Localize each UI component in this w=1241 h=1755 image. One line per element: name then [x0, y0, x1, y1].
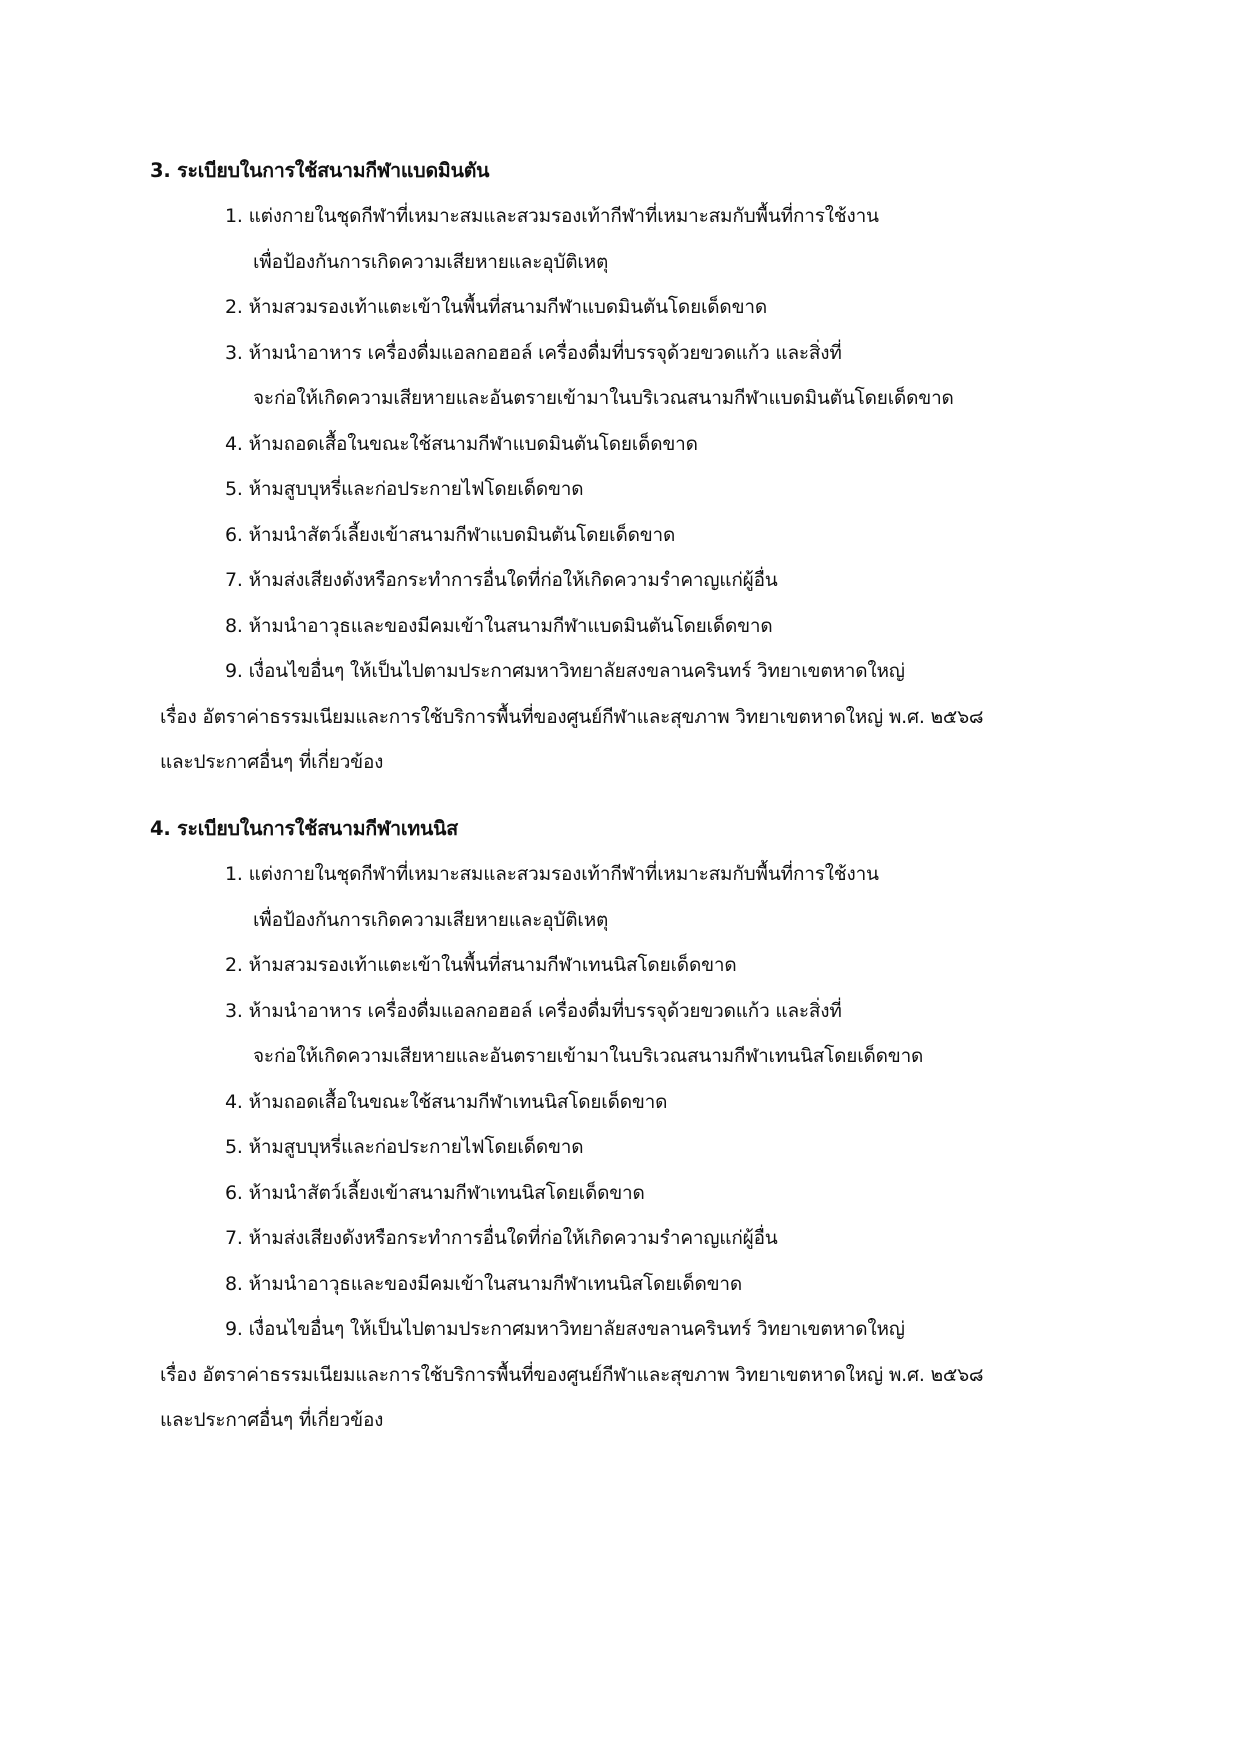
- rule-item-continuation: จะก่อให้เกิดความเสียหายและอันตรายเข้ามาในบริเวณสนามกีฬาเทนนิสโดยเด็ดขาด: [253, 1045, 924, 1067]
- rule-item: 8. ห้ามนำอาวุธและของมีคมเข้าในสนามกีฬาเทนนิสโดยเด็ดขาด: [225, 1273, 743, 1295]
- rule-item-continuation: และประกาศอื่นๆ ที่เกี่ยวข้อง: [160, 1409, 384, 1431]
- rule-item: 1. แต่งกายในชุดกีฬาที่เหมาะสมและสวมรองเท้ากีฬาที่เหมาะสมกับพื้นที่การใช้งาน: [225, 863, 879, 885]
- rule-item: 9. เงื่อนไขอื่นๆ ให้เป็นไปตามประกาศมหาวิทยาลัยสงขลานครินทร์ วิทยาเขตหาดใหญ่: [225, 660, 905, 682]
- rule-item-continuation: เรื่อง อัตราค่าธรรมเนียมและการใช้บริการพื้นที่ของศูนย์กีฬาและสุขภาพ วิทยาเขตหาดใหญ่ พ.ศ. ๒๕๖๘: [160, 706, 984, 728]
- rule-item: 9. เงื่อนไขอื่นๆ ให้เป็นไปตามประกาศมหาวิทยาลัยสงขลานครินทร์ วิทยาเขตหาดใหญ่: [225, 1318, 905, 1340]
- rule-item: 7. ห้ามส่งเสียงดังหรือกระทำการอื่นใดที่ก่อให้เกิดความรำคาญแก่ผู้อื่น: [225, 1227, 778, 1249]
- rule-item-continuation: จะก่อให้เกิดความเสียหายและอันตรายเข้ามาในบริเวณสนามกีฬาแบดมินตันโดยเด็ดขาด: [253, 387, 954, 409]
- rule-item: 5. ห้ามสูบบุหรี่และก่อประกายไฟโดยเด็ดขาด: [225, 1136, 584, 1158]
- rule-item-continuation: เพื่อป้องกันการเกิดความเสียหายและอุบัติเหตุ: [253, 909, 609, 931]
- rule-item: 6. ห้ามนำสัตว์เลี้ยงเข้าสนามกีฬาแบดมินตันโดยเด็ดขาด: [225, 524, 676, 546]
- rule-item: 8. ห้ามนำอาวุธและของมีคมเข้าในสนามกีฬาแบดมินตันโดยเด็ดขาด: [225, 615, 773, 637]
- rule-item: 3. ห้ามนำอาหาร เครื่องดื่มแอลกอฮอล์ เครื่องดื่มที่บรรจุด้วยขวดแก้ว และสิ่งที่: [225, 1000, 842, 1022]
- rule-item: 3. ห้ามนำอาหาร เครื่องดื่มแอลกอฮอล์ เครื่องดื่มที่บรรจุด้วยขวดแก้ว และสิ่งที่: [225, 342, 842, 364]
- rule-item: 2. ห้ามสวมรองเท้าแตะเข้าในพื้นที่สนามกีฬาเทนนิสโดยเด็ดขาด: [225, 954, 737, 976]
- rule-item: 4. ห้ามถอดเสื้อในขณะใช้สนามกีฬาแบดมินตันโดยเด็ดขาด: [225, 433, 698, 455]
- section-heading: 4. ระเบียบในการใช้สนามกีฬาเทนนิส: [150, 817, 458, 840]
- rule-item: 7. ห้ามส่งเสียงดังหรือกระทำการอื่นใดที่ก่อให้เกิดความรำคาญแก่ผู้อื่น: [225, 569, 778, 591]
- rule-item-continuation: และประกาศอื่นๆ ที่เกี่ยวข้อง: [160, 751, 384, 773]
- rule-item: 5. ห้ามสูบบุหรี่และก่อประกายไฟโดยเด็ดขาด: [225, 478, 584, 500]
- rule-item-continuation: เรื่อง อัตราค่าธรรมเนียมและการใช้บริการพื้นที่ของศูนย์กีฬาและสุขภาพ วิทยาเขตหาดใหญ่ พ.ศ. ๒๕๖๘: [160, 1364, 984, 1386]
- rule-item-continuation: เพื่อป้องกันการเกิดความเสียหายและอุบัติเหตุ: [253, 251, 609, 273]
- rule-item: 1. แต่งกายในชุดกีฬาที่เหมาะสมและสวมรองเท้ากีฬาที่เหมาะสมกับพื้นที่การใช้งาน: [225, 205, 879, 227]
- rule-item: 2. ห้ามสวมรองเท้าแตะเข้าในพื้นที่สนามกีฬาแบดมินตันโดยเด็ดขาด: [225, 296, 767, 318]
- section-heading: 3. ระเบียบในการใช้สนามกีฬาแบดมินตัน: [150, 159, 490, 182]
- rule-item: 4. ห้ามถอดเสื้อในขณะใช้สนามกีฬาเทนนิสโดยเด็ดขาด: [225, 1091, 668, 1113]
- rule-item: 6. ห้ามนำสัตว์เลี้ยงเข้าสนามกีฬาเทนนิสโดยเด็ดขาด: [225, 1182, 645, 1204]
